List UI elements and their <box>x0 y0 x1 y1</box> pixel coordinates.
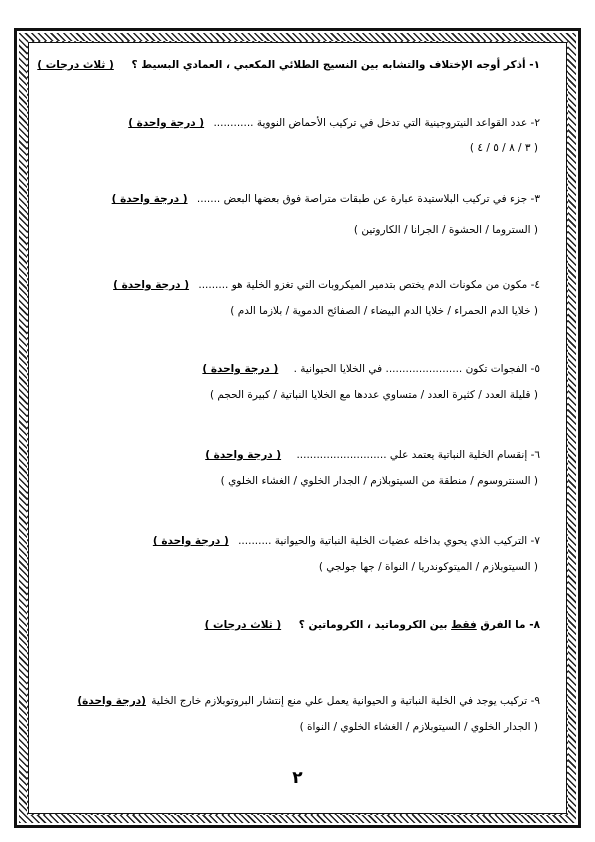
question-7-text: ٧- التركيب الذي يحوي بداخله عضيات الخلية النباتية والحيوانية .......... <box>238 535 540 547</box>
question-8-text-start: ٨- ما الفرق <box>476 619 540 631</box>
question-5-grade: ( درجة واحدة ) <box>202 363 279 375</box>
question-7 <box>40 534 540 574</box>
question-7-options: ( السيتوبلازم / الميتوكوندريا / النواة / جها جولجي ) <box>318 561 538 573</box>
question-5 <box>40 362 540 402</box>
question-3-text: ٣- جزء في تركيب البلاستيدة عبارة عن طبقات متراصة فوق بعضها البعض ....... <box>196 193 540 205</box>
question-6 <box>40 448 540 488</box>
question-6-options: ( السنتروسوم / منطقة من السيتوبلازم / الجدار الخلوي / الغشاء الخلوي ) <box>220 475 538 487</box>
question-3-options: ( الستروما / الحشوة / الجرانا / الكاروتين ) <box>353 224 538 236</box>
question-1-grade: ( ثلاث درجات ) <box>37 59 114 71</box>
question-5-text: ٥- الفجوات تكون ....................... في الخلايا الحيوانية . <box>293 363 540 375</box>
question-3-grade: ( درجة واحدة ) <box>111 193 188 205</box>
question-1 <box>37 58 540 72</box>
question-2-options: ( ٣ / ٨ / ٥ / ٤ ) <box>469 142 538 154</box>
question-4 <box>40 278 540 318</box>
question-6-grade: ( درجة واحدة ) <box>205 449 282 461</box>
question-8 <box>40 618 540 632</box>
question-9-grade: (درجة واحدة) <box>77 695 146 707</box>
question-8-text-end: بين الكروماتيد ، الكروماتين ؟ <box>298 619 452 631</box>
question-4-grade: ( درجة واحدة ) <box>113 279 190 291</box>
question-2 <box>40 116 540 155</box>
question-9-text: ٩- تركيب يوجد في الخلية النباتية و الحيوانية يعمل علي منع إنتشار البروتوبلازم خارج الخلية <box>151 695 540 707</box>
question-6-text: ٦- إنقسام الخلية النباتية يعتمد علي ........................... <box>296 449 540 461</box>
question-8-grade: ( ثلاث درجات ) <box>204 619 282 631</box>
question-9-options: ( الجدار الخلوي / السيتوبلازم / الغشاء الخلوي / النواة ) <box>299 721 538 733</box>
question-8-text-emphasis: فقط <box>451 619 477 631</box>
question-7-grade: ( درجة واحدة ) <box>152 535 229 547</box>
question-3 <box>40 192 540 237</box>
question-9 <box>40 694 540 734</box>
question-4-options: ( خلايا الدم الحمراء / خلايا الدم البيضاء / الصفائح الدموية / بلازما الدم ) <box>230 305 538 317</box>
question-2-grade: ( درجة واحدة ) <box>128 117 205 129</box>
question-1-text: ١- أذكر أوجه الإختلاف والتشابه بين النسيج الطلائي المكعبي ، العمادي البسيط ؟ <box>131 59 540 71</box>
question-2-text: ٢- عدد القواعد النيتروجينية التي تدخل في تركيب الأحماض النووية ............ <box>213 117 540 129</box>
question-4-text: ٤- مكون من مكونات الدم يختص بتدمير الميكروبات التي تغزو الخلية هو ......... <box>198 279 540 291</box>
question-5-options: ( قليلة العدد / كثيرة العدد / متساوي عددها مع الخلايا النباتية / كبيرة الحجم ) <box>209 389 538 401</box>
page-number: ٢ <box>292 768 303 788</box>
